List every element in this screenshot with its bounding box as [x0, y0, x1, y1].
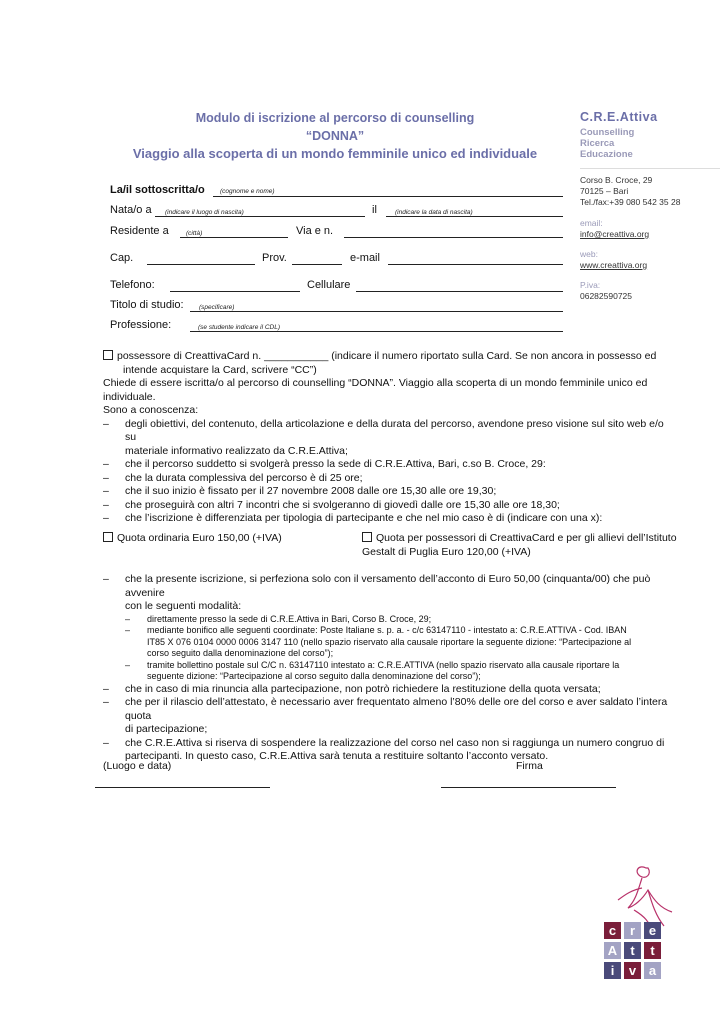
org-tagline-3: Educazione [580, 149, 633, 160]
modalita-item-line: mediante bonifico alle seguenti coordinate: Poste Italiane s. p. a. - c/c 63147110 - intestato a: C.R.E.ATTIVA - Cod. IBAN [147, 625, 627, 635]
telefono-label: Telefono: [110, 279, 155, 291]
dash-bullet: – [103, 696, 109, 708]
telefono-field[interactable] [170, 291, 300, 292]
il-hint: (indicare la data di nascita) [395, 209, 473, 216]
title-line-3: Viaggio alla scoperta di un mondo femminile unico ed individuale [132, 146, 538, 161]
conoscenza-item-line: degli obiettivi, del contenuto, della articolazione e della durata del percorso, avendone preso visione sul sito web e/o su [125, 417, 664, 443]
logo-letter-tile: r [624, 922, 641, 939]
dash-bullet: – [103, 485, 109, 497]
conoscenza-item [103, 458, 675, 472]
logo-letter-tile: t [644, 942, 661, 959]
condition-item-line: che C.R.E.Attiva si riserva di sospendere la realizzazione del corso nel caso non si raggiunga un numero congruo di [125, 736, 665, 749]
via-label: Via e n. [296, 225, 334, 237]
conoscenza-item-line: che il percorso suddetto si svolgerà presso la sede di C.R.E.Attiva, Bari, c.so B. Croce, 29: [125, 458, 546, 470]
piva-label: P.iva: [580, 280, 601, 290]
conoscenza-item [103, 485, 675, 499]
conoscenza-item-line: che la durata complessiva del percorso è di 25 ore; [125, 471, 363, 484]
dash-bullet: – [103, 498, 109, 511]
conoscenza-item [103, 499, 675, 513]
luogo-data-field[interactable] [95, 787, 270, 788]
condition-item-line: che per il rilascio dell’attestato, è necessario aver frequentato almeno l’80% delle ore del corso e aver saldato l’intera quota [125, 696, 668, 722]
modalita-list [103, 614, 675, 683]
condition-item [103, 683, 675, 697]
title-line-2: “DONNA” [305, 129, 365, 143]
dash-bullet: – [103, 458, 109, 470]
conoscenza-list [103, 418, 675, 526]
form-title [100, 109, 570, 163]
org-tagline-1: Counselling [580, 127, 635, 138]
conoscenza-item-line: che proseguirà con altri 7 incontri che si svolgeranno di giovedì dalle ore 15,30 alle ore 18,30; [125, 498, 560, 511]
dash-bullet: – [103, 736, 109, 749]
conoscenza-item [103, 472, 675, 486]
condition-item [103, 696, 675, 737]
nato-hint: (indicare il luogo di nascita) [165, 209, 244, 216]
logo-letter-tile: a [644, 962, 661, 979]
dash-bullet: – [103, 512, 109, 524]
il-field[interactable] [386, 216, 563, 217]
quota-ridotta-line-1: Quota per possessori di CreattivaCard e per gli allievi dell’Istituto [376, 532, 677, 544]
quota-ridotta [362, 532, 682, 559]
quota-ordinaria-checkbox[interactable] [103, 532, 113, 542]
logo-letter-tile: c [604, 922, 621, 939]
web-link[interactable]: www.creattiva.org [580, 260, 648, 270]
modalita-item-line: seguente dizione: “Partecipazione al corso seguito dalla denominazione del corso”); [147, 671, 481, 681]
conditions-section [103, 573, 675, 764]
email-label: email: [580, 218, 603, 228]
logo-letter-tile: v [624, 962, 641, 979]
sono-label: Sono a conoscenza: [103, 404, 199, 416]
web-label: web: [580, 249, 598, 259]
piva-value: 06282590725 [580, 291, 633, 301]
org-sidebar [580, 110, 720, 302]
modalita-item-line: tramite bollettino postale sul C/C n. 63147110 intestato a: C.R.E.ATTIVA (nello spazio riservato alla causale riportare la [147, 659, 620, 670]
cap-label: Cap. [110, 252, 134, 264]
condition-item-line: partecipanti. In questo caso, C.R.E.Attiva sarà tenuta a restituire soltanto l’acconto versato. [125, 750, 549, 762]
residente-hint: (città) [186, 230, 203, 237]
dash-bullet: – [125, 613, 131, 624]
logo-letter-tile: t [624, 942, 641, 959]
quota-ridotta-line-2: Gestalt di Puglia Euro 120,00 (+IVA) [362, 545, 531, 558]
il-label: il [372, 204, 377, 216]
conditions-list [103, 683, 675, 764]
professione-label: Professione: [110, 319, 172, 331]
creattiva-logo [598, 860, 690, 984]
email-field-label: e-mail [350, 252, 380, 264]
conoscenza-item-line: che l’iscrizione è differenziata per tipologia di partecipante e che nel mio caso è di (indicare con una x): [125, 512, 603, 524]
logo-letter-tile: A [604, 942, 621, 959]
org-address-2: 70125 – Bari [580, 186, 629, 196]
residente-label: Residente a [110, 225, 169, 237]
firma-label: Firma [516, 760, 543, 772]
titolo-label: Titolo di studio: [110, 299, 184, 311]
dash-bullet: – [125, 625, 131, 635]
dash-bullet: – [125, 659, 131, 670]
dash-bullet: – [103, 471, 109, 484]
titolo-field[interactable] [190, 311, 563, 312]
sottoscritto-hint: (cognome e nome) [220, 188, 275, 195]
condition-item-line: che in caso di mia rinuncia alla partecipazione, non potrò richiedere la restituzione della quota versata; [125, 682, 601, 695]
professione-field[interactable] [190, 331, 563, 332]
titolo-hint: (specificare) [199, 304, 235, 311]
conoscenza-item-line: materiale informativo realizzato da C.R.E.Attiva; [125, 444, 348, 457]
residente-field[interactable] [180, 237, 288, 238]
nato-label: Nata/o a [110, 204, 152, 216]
card-line-1: possessore di CreattivaCard n. ___________ (indicare il numero riportato sulla Card. Se non ancora in possesso ed [117, 350, 657, 362]
body-section [103, 350, 675, 526]
chiede-line-1: Chiede di essere iscritta/o al percorso di counselling “DONNA”. Viaggio alla scoperta di un mondo femminile unico ed [103, 377, 648, 389]
cellulare-field[interactable] [356, 291, 563, 292]
prov-field[interactable] [292, 264, 342, 265]
logo-letter-tile: i [604, 962, 621, 979]
quota-ordinaria [103, 532, 282, 546]
email-link[interactable]: info@creattiva.org [580, 229, 650, 239]
nato-field[interactable] [155, 216, 365, 217]
sottoscritto-field[interactable] [213, 196, 563, 197]
dash-bullet: – [103, 682, 109, 695]
card-line-2: intende acquistare la Card, scrivere “CC”) [123, 363, 317, 376]
luogo-data-label: (Luogo e data) [103, 760, 172, 772]
conoscenza-item [103, 418, 675, 459]
org-address-1: Corso B. Croce, 29 [580, 175, 653, 185]
modalita-item-line: IT85 X 076 0104 0000 0006 3147 110 (nello spazio riservato alla causale riportare la seguente dizione: “Partecipazione al [147, 636, 632, 647]
quota-ridotta-checkbox[interactable] [362, 532, 372, 542]
logo-letter-tile: e [644, 922, 661, 939]
condition-item-line: di partecipazione; [125, 723, 208, 735]
modalita-item [125, 613, 675, 626]
modalita-item-line: direttamente presso la sede di C.R.E.Attiva in Bari, Corso B. Croce, 29; [147, 613, 432, 624]
conoscenza-item [103, 512, 675, 526]
org-phone: Tel./fax:+39 080 542 35 28 [580, 197, 681, 207]
cellulare-label: Cellulare [307, 279, 351, 291]
sottoscritto-label: La/il sottoscritta/o [110, 184, 205, 196]
perfeziona-line-2: con le seguenti modalità: [125, 600, 242, 612]
via-field[interactable] [344, 237, 563, 238]
modalita-item-line: corso seguito dalla denominazione del corso”); [147, 648, 334, 658]
org-name: C.R.E.Attiva [580, 110, 658, 124]
org-tagline-2: Ricerca [580, 138, 615, 149]
email-field[interactable] [388, 264, 563, 265]
perfeziona-line-1: che la presente iscrizione, si perfeziona solo con il versamento dell’acconto di Euro 50,00 (cinquanta/00) che può avvenire [125, 573, 651, 599]
cap-field[interactable] [147, 264, 255, 265]
chiede-line-2: individuale. [103, 390, 156, 403]
card-checkbox[interactable] [103, 350, 113, 360]
dash-bullet: – [103, 417, 109, 430]
modalita-item [125, 659, 675, 683]
prov-label: Prov. [262, 252, 287, 264]
perfeziona-item: – che la presente iscrizione, si perfeziona solo con il versamento dell’acconto di Euro 50,00 (cinquanta/00) che può avvenire con le seguenti modalità: [103, 573, 675, 614]
professione-hint: (se studente indicare il CDL) [198, 324, 281, 331]
condition-item [103, 737, 675, 764]
modalita-item [125, 625, 675, 660]
conoscenza-item-line: che il suo inizio è fissato per il 27 novembre 2008 dalle ore 15,30 alle ore 19,30; [125, 485, 497, 497]
title-line-1: Modulo di iscrizione al percorso di counselling [195, 111, 475, 125]
quota-ordinaria-label: Quota ordinaria Euro 150,00 (+IVA) [117, 532, 282, 544]
firma-field[interactable] [441, 787, 616, 788]
